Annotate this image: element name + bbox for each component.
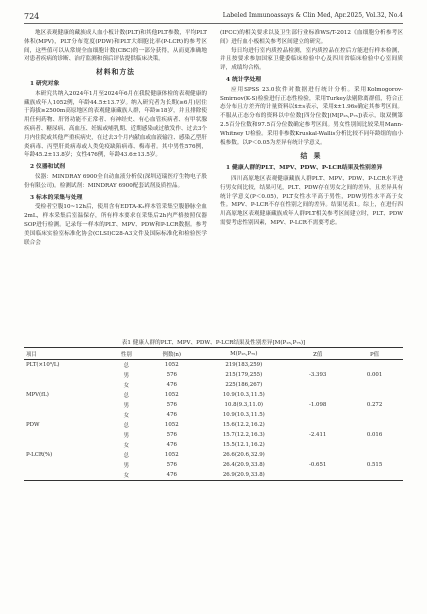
cell-sex: 总 [123, 363, 130, 369]
cell-p [346, 440, 403, 450]
quality-control-text: 每日均进行室内质控品检测，室内质控品在控后方能进行样本检测，并且按要求参加国家卫健委临床检验中心及四川省临床检验中心室间质评，成绩均合格。 [220, 47, 403, 72]
cell-z [289, 470, 346, 481]
cell-sex: 男 [123, 463, 130, 469]
table-row [24, 440, 403, 450]
right-column [220, 29, 403, 228]
table-row [24, 410, 403, 420]
page-number: 724 [24, 12, 40, 21]
cell-median: 10.9(10.3,11.5) [222, 412, 265, 418]
header-item: 项目 [24, 348, 107, 360]
cell-p [346, 390, 403, 400]
cell-item [24, 380, 107, 390]
cell-p [346, 470, 403, 481]
cell-p: 0.016 [366, 432, 383, 438]
left-column [24, 29, 207, 247]
cell-count: 476 [145, 470, 198, 481]
continued-text: (IFCC)的相关要求以及卫生部行业标准WS/T-2012《血细胞分析参考区间》进行血小板相关参考区间建立的研究。 [220, 30, 403, 45]
cell-count: 576 [166, 402, 177, 408]
table-row [24, 360, 403, 371]
cell-sex: 总 [123, 393, 130, 399]
cell-z: -0.651 [309, 462, 327, 468]
cell-item [24, 410, 107, 420]
subjects-text: 本研究共纳入2024年1月至2024年6月在我院健康体检的表观健康的藏族成年人1052例，年龄44.5±13.7岁。纳入研究者为长期(≥6月)居住于海拔≥2500m高原地区的表观健康藏族人群，年龄≥18岁，并且排除使用任何药物、肝肾功能不正常者、有神经史、有心血管疾病者、有甲状腺疾病者、糖尿病、高血压、妊娠或哺乳期、近期感染或过敏发作、过去3个月内住院或其他严重疾病史，在过去3个月内献血或血液输注、感染乙型肝炎病毒、丙型肝炎病毒或人类免疫缺陷病毒、梅毒者。其中男性576例，年龄45.2±13.8岁；女性476例，年龄43.6±13.5岁。 [24, 90, 207, 159]
cell-p: 0.515 [366, 462, 383, 468]
cell-sex: 男 [123, 433, 130, 439]
cell-sex: 总 [123, 423, 130, 429]
table-row [24, 390, 403, 400]
cell-median: 26.4(20.9,33.8) [222, 462, 265, 468]
cell-sex: 女 [107, 470, 145, 481]
table-row [24, 420, 403, 430]
cell-z: -3.393 [309, 372, 327, 378]
cell-z: -2.411 [309, 432, 327, 438]
cell-count: 1052 [164, 362, 179, 368]
cell-median: 10.8(9.3,11.0) [224, 402, 264, 408]
subsection-results-1: 1 健康人群的PLT、MPV、PDW、P-LCR结果及性别差异 [226, 165, 383, 172]
subsection-instruments: 2 仪器和试剂 [30, 164, 66, 171]
cell-p [346, 450, 403, 460]
cell-sex: 男 [123, 373, 130, 379]
cell-count: 476 [166, 382, 177, 388]
statistics-text: 应用SPSS 23.0软件对数据进行统计分析。采用Kolmogorov-Smirnov(K-S)检验进行正态性检验，采用Turkey法剔除离群值，符合正态分布且方差齐的计量资料以x̄±s表示，采用x̄±1.96s确定其参考区间。不服从正态分布的资料以中位数[四分位数](M[P₂₅,P₇₅])表示，取双侧第2.5百分位数和97.5百分位数确定参考区间。男女性别间比较采用Mann-Whitney U检验。采用非参数Kruskal-Wallis分析比较不同年龄组的血小板参数。以P＜0.05为差异有统计学意义。 [220, 86, 403, 146]
cell-count: 1052 [164, 452, 179, 458]
header-sex: 性别 [107, 348, 145, 360]
cell-z [289, 440, 346, 450]
subsection-subjects: 1 研究对象 [30, 80, 60, 87]
cell-p: 0.272 [366, 402, 383, 408]
cell-z: -1.098 [309, 402, 327, 408]
table-row [24, 430, 403, 440]
table-caption: 表1 健康人群的PLT、MPV、PDW、P-LCR结果及性别差异[M(P₂₅,P₇₅)] [121, 340, 306, 346]
cell-item [24, 440, 107, 450]
header-p: P值 [346, 348, 403, 360]
cell-p [346, 380, 403, 390]
cell-item [24, 370, 107, 380]
table-row [24, 450, 403, 460]
table-header-row [24, 348, 403, 360]
cell-median: 219(183,259) [225, 362, 263, 368]
cell-median: 10.9(10.3,11.5) [222, 392, 265, 398]
results-table [24, 347, 403, 481]
cell-count: 1052 [164, 392, 179, 398]
cell-sex: 女 [123, 383, 130, 389]
cell-median: 15.5(12.1,16.2) [222, 442, 265, 448]
cell-item: MPV(fL) [26, 392, 49, 398]
table-row [24, 400, 403, 410]
cell-count: 576 [166, 372, 177, 378]
table-row [24, 380, 403, 390]
header-median: M(P₂₅,P₇₅) [198, 348, 289, 360]
cell-z [289, 420, 346, 430]
cell-sex: 总 [123, 453, 130, 459]
cell-median: 215(179,255) [225, 372, 263, 378]
cell-item: PDW [26, 422, 40, 428]
cell-median: 15.6(12.2,16.2) [222, 422, 265, 428]
intro-paragraph: 地区表观健康的藏族成人血小板计数(PLT)和其他PLT参数，平均PLT体积(MPV)，PLT分布宽度(PDW)和PLT大细胞比率(P-LCR)的参考区间，这些值可以从常规全血细胞计数(CBC)的一部分获得，从而更准确地对患者疾病的诊断、治疗监测和预后评估提供临床决策。 [24, 30, 207, 63]
cell-sex: 女 [123, 443, 130, 449]
cell-median: 26.9(20.9,33.8) [198, 470, 289, 481]
instruments-text: 仪器：MINDRAY 6900全自动血液分析仪(深圳迈瑞医疗生物电子股份有限公司)。检测试剂：MINDRAY 6900配套试剂及质控品。 [24, 173, 207, 189]
cell-median: 26.6(20.6,32.9) [222, 452, 265, 458]
cell-item: P-LCR(%) [26, 452, 53, 458]
cell-z [289, 380, 346, 390]
cell-p: 0.001 [366, 372, 383, 378]
cell-z [289, 450, 346, 460]
results-1-text: 四川高原地区表观健康藏族人群PLT、MPV、PDW、P-LCR水平进行男女间比较，结果可见，PLT、PDW存在男女之间的差异，且差异具有统计学意义(P＜0.05)，PLT女性水平高于男性，PDW男性水平高于女性。MPV、P-LCR不存在性别之间的差异。结果见表1。综上，在进行四川高原地区表观健康藏族成年人群PLT相关参考区间建立时，PLT、PDW需要考虑性别因素，MPV、P-LCR不需要考虑。 [220, 175, 403, 226]
subsection-sampling: 3 标本的采集与处理 [30, 194, 83, 201]
section-title-methods: 材料和方法 [96, 68, 135, 77]
cell-item: PLT(×10⁹/L) [26, 362, 60, 368]
header-z: Z值 [289, 348, 346, 360]
cell-item [24, 400, 107, 410]
cell-item [24, 460, 107, 470]
cell-item [24, 430, 107, 440]
cell-sex: 女 [123, 413, 130, 419]
cell-count: 476 [166, 442, 177, 448]
section-title-results: 结 果 [300, 152, 323, 161]
subsection-statistics: 4 统计学处理 [226, 76, 262, 83]
cell-z [289, 360, 346, 371]
cell-p [346, 360, 403, 371]
cell-z [289, 410, 346, 420]
cell-count: 576 [166, 432, 177, 438]
header-count: 例数(n) [145, 348, 198, 360]
cell-sex: 男 [123, 403, 130, 409]
table-body [24, 360, 403, 481]
cell-count: 476 [166, 412, 177, 418]
cell-p [346, 420, 403, 430]
cell-p [346, 410, 403, 420]
cell-count: 1052 [164, 422, 179, 428]
cell-median: 15.7(12.2,16.3) [222, 432, 265, 438]
table-row [24, 470, 403, 481]
sampling-text: 受检者空腹10~12h后，使用含有EDTA-K₂样本管采集空腹静脉全血2mL，样本采集后室温保存，所有样本要求在采集后2h内严格按照仪器SOP进行检测。记录每一样本的PLT、MPV、PDW和P-LCR数据。参考美国临床实验室标准化协会(CLSI)C28-A3文件及国际标准化和检验医学联合会 [24, 204, 207, 246]
cell-median: 225(186,267) [225, 382, 263, 388]
table-row [24, 370, 403, 380]
header-rule [24, 23, 403, 24]
journal-header: Labeled Immunoassays & Clin Med, Apr.2025, Vol.32, No.4 [222, 12, 403, 19]
cell-z [289, 390, 346, 400]
cell-item [24, 470, 107, 481]
table-row [24, 460, 403, 470]
cell-count: 576 [166, 462, 177, 468]
